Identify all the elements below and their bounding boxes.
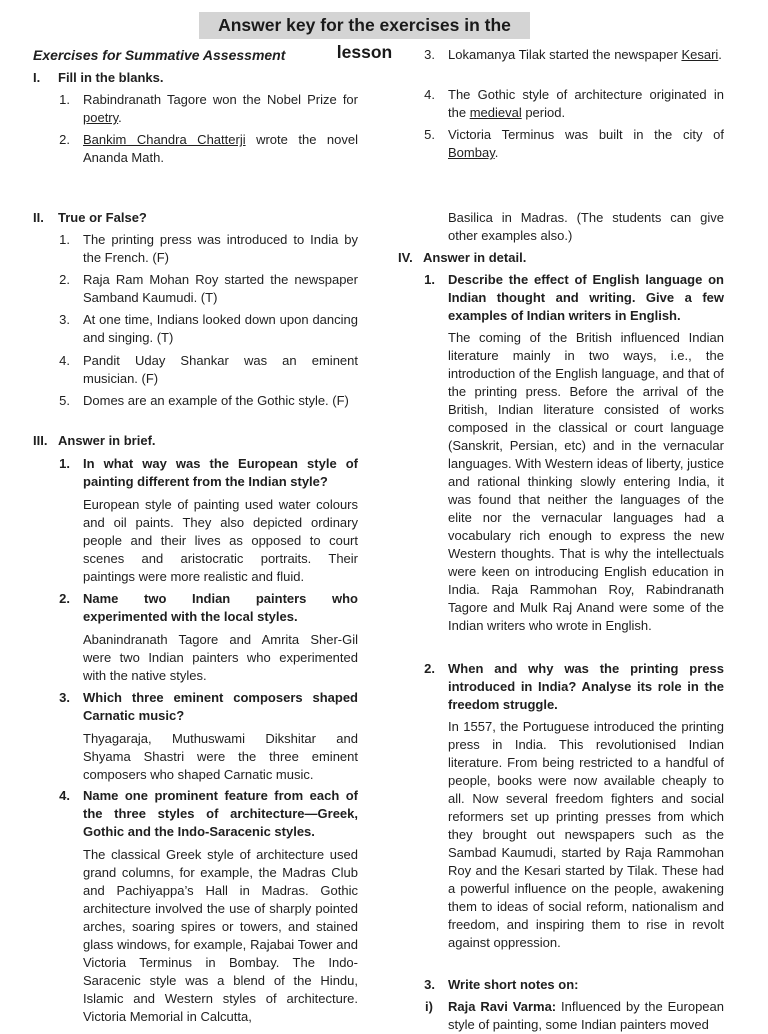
question: Which three eminent composers shaped Carnatic music?: [83, 690, 358, 723]
question: Describe the effect of English language on Indian thought and writing. Give a few examples of Indian writers in English.: [448, 272, 724, 323]
answer: Abanindranath Tagore and Amrita Sher-Gil were two Indian painters who experimented with the native styles.: [83, 632, 358, 683]
answer: European style of painting used water colours and oil paints. They also depicted ordinary people and their lives as opposed to court scenes and aristocratic portraits. Their paintings were more realistic and fluid.: [83, 497, 358, 584]
question: Name two Indian painters who experimented with the local styles.: [83, 591, 358, 624]
section-4-roman: IV.: [398, 250, 413, 265]
section-1-roman: I.: [33, 70, 41, 85]
section-2-title: True or False?: [58, 210, 147, 225]
question: Write short notes on:: [448, 977, 579, 992]
section-3-title: Answer in brief.: [58, 433, 156, 448]
question: In what way was the European style of painting different from the Indian style?: [83, 456, 358, 489]
continuation-text: Basilica in Madras. (The students can give other examples also.): [448, 210, 724, 243]
section-2-roman: II.: [33, 210, 44, 225]
question: When and why was the printing press introduced in India? Analyse its role in the freedom struggle.: [448, 661, 724, 712]
answer: The coming of the British influenced Indian literature mainly in two ways, i.e., the introduction of the English language, and that of the printing press. Before the arrival of the British, Indian literature consisted of works composed in the classical or court language (Sanskrit, Persian, etc) and in the vernacular languages. With Western ideas of liberty, justice and rational thinking slowly entering India, it was found that neither the languages of the elite nor the vernacular languages had a vocabulary rich enough to express the new Western thoughts. That is why the intellectuals were keen on introducing English education in India. Raja Rammohan Roy, Rabindranath Tagore and Mulk Raj Anand were some of the Indian writers who wrote in English.: [448, 330, 724, 633]
section-4-title: Answer in detail.: [423, 250, 527, 265]
answer: The classical Greek style of architecture used grand columns, for example, the Madras Club and Pachiyappa’s Hall in Madras. Gothic architecture involved the use of sharply pointed arches, soaring spires or towers, and stained glass windows, for example, Rajabai Tower and Victoria Terminus in Bombay. The Indo-Saracenic style was a blend of the Hindu, Islamic and Western styles of architecture. Victoria Memorial in Calcutta,: [83, 847, 358, 1024]
answer: In 1557, the Portuguese introduced the printing press in India. This revolutionised Indian literature. From being restricted to a handful of people, books were now available cheaply to all. Now several freedom fighters and social reformers set up printing presses from which they brought out newspapers such as the Sambad Kaumudi, started by Raja Rammohan Roy and the Kesari started by Tilak. These had a powerful influence on the people, awakening them to ideas of social reform, nationalism and freedom, and inspiring them to rise in revolt against oppression.: [448, 719, 724, 950]
section-3-roman: III.: [33, 433, 48, 448]
answer: Thyagaraja, Muthuswami Dikshitar and Shyama Shastri were the three eminent composers who shaped Carnatic music.: [83, 731, 358, 782]
question: Name one prominent feature from each of the three styles of architecture—Greek, Gothic and the Indo-Saracenic styles.: [83, 788, 358, 839]
section-1-title: Fill in the blanks.: [58, 70, 164, 85]
section-heading: Exercises for Summative Assessment: [33, 47, 286, 63]
page-title: Answer key for the exercises in the lesson: [199, 12, 530, 39]
